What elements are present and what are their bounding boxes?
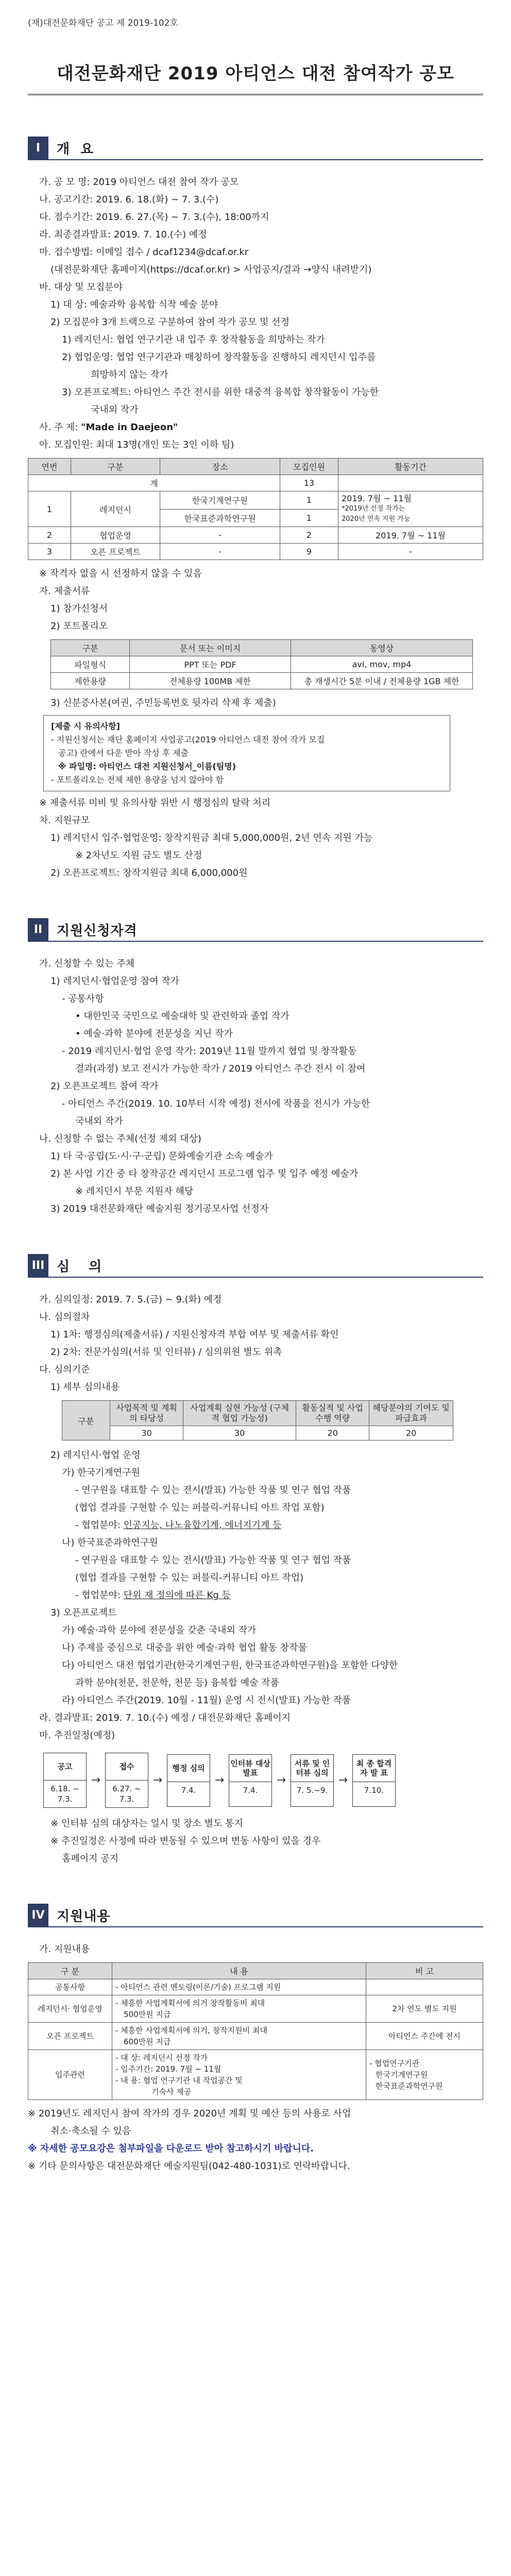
section-number: II <box>28 918 48 941</box>
review-line: 나) 한국표준과학연구원 <box>62 1537 158 1548</box>
footer-line: 취소·축소될 수 있음 <box>50 2126 131 2137</box>
overview-line: 자. 제출서류 <box>39 586 90 597</box>
section-title: 지원내용 <box>57 1908 111 1924</box>
table-cell: 30 <box>183 1426 296 1440</box>
schedule-flow <box>43 1753 483 1808</box>
eligibility-line: 2) 오픈프로젝트 참여 작가 <box>50 1081 159 1092</box>
table-header: 내 용 <box>112 1963 366 1979</box>
section-header-overview <box>28 137 483 160</box>
review-line: 3) 오픈프로젝트 <box>50 1607 117 1618</box>
eligibility-line: - 2019 레지던시·협업 운영 작가: 2019년 11월 말까지 협업 및 창작활동 <box>62 1046 357 1057</box>
field-value: 단위 재 정의에 따른 Kg 등 <box>123 1590 231 1601</box>
notes-line: 공고) 란에서 다운 받아 작성 후 제출 <box>58 748 189 758</box>
section-header-eligibility <box>28 918 483 942</box>
schedule-step <box>167 1754 210 1807</box>
schedule-step <box>352 1754 396 1807</box>
arrow-right-icon: → <box>91 1774 101 1787</box>
table-cell: 협업운영 <box>71 527 160 544</box>
review-line: 가) 예술·과학 분야에 전문성을 갖춘 국내외 작가 <box>62 1625 257 1636</box>
overview-line: 3) 오픈프로젝트: 아티언스 주간 전시를 위한 대중적 융복합 창작활동이 가능한 <box>62 387 379 398</box>
overview-line: 바. 대상 및 모집분야 <box>39 282 123 293</box>
section-number: IV <box>28 1904 48 1926</box>
table-cell <box>112 2023 366 2050</box>
table-header: 구분 <box>51 640 130 656</box>
review-line: - 연구원을 대표할 수 있는 전시(발표) 가능한 작품 및 연구 협업 작품 <box>75 1555 351 1566</box>
table-cell: 입주관련 <box>28 2050 112 2100</box>
arrow-right-icon: → <box>276 1774 286 1787</box>
section-number: I <box>28 137 48 159</box>
table-header: 동영상 <box>291 640 473 656</box>
overview-line: 라. 최종결과발표: 2019. 7. 10.(수) 예정 <box>39 229 207 240</box>
table-cell <box>338 475 483 492</box>
table-cell: - 아티언스 관련 멘토링(이론/기술) 프로그램 지원 <box>112 1979 366 1995</box>
overview-line: ※ 2차년도 지원 금도 별도 산정 <box>75 850 202 861</box>
step-date: 7.10. <box>364 1785 384 1795</box>
table-cell: - <box>160 527 280 544</box>
table-cell: 2 <box>28 527 71 544</box>
table-cell: 오픈 프로젝트 <box>71 544 160 560</box>
schedule-step <box>229 1754 272 1807</box>
review-block-2 <box>28 1447 483 1744</box>
review-line: 1) 1차: 행정심의(제출서류) / 지원신청자격 부합 여부 및 제출서류 확인 <box>50 1329 339 1340</box>
eligibility-line: • 예술·과학 분야에 전문성을 지닌 작가 <box>75 1028 233 1039</box>
eligibility-line: • 대한민국 국민으로 예술대학 및 관련학과 졸업 작가 <box>75 1011 289 1022</box>
eligibility-line: - 아티언스 주간(2019. 10. 10부터 시작 예정) 전시에 작품을 전시가 가능한 <box>62 1098 370 1109</box>
eligibility-line: 1) 타 국·공립(도·시·구·군립) 문화예술기관 소속 예술가 <box>50 1151 273 1162</box>
overview-line: 차. 지원규모 <box>39 815 90 826</box>
eligibility-line: 국내외 작가 <box>75 1116 123 1127</box>
table-cell: - <box>338 544 483 560</box>
page-title: 대전문화재단 2019 아티언스 대전 참여작가 공모 <box>28 59 483 95</box>
notes-line: - 포트폴리오는 전체 제한 용량을 넘지 않아야 함 <box>51 775 224 785</box>
recruit-table <box>28 458 483 560</box>
overview-line: 국내외 작가 <box>91 404 139 415</box>
content-line: 500만원 지급 <box>124 2010 171 2019</box>
table-cell: 2 <box>280 527 338 544</box>
table-cell <box>112 2050 366 2100</box>
overview-line: 2) 오픈프로젝트: 창작지원금 최대 6,000,000원 <box>50 868 248 878</box>
table-cell: 13 <box>280 475 338 492</box>
step-date: 6.27. ~ 7.3. <box>112 1784 141 1804</box>
review-line: (협업 결과를 구현할 수 있는 퍼블릭-커뮤니티 아트 작업 포함) <box>75 1502 325 1513</box>
table-cell: 1 <box>280 509 338 527</box>
review-line: 1) 세부 심의내용 <box>50 1382 120 1393</box>
section-title: 개 요 <box>57 141 97 157</box>
review-line: 라) 아티언스 주간(2019. 10월 - 11월) 운영 시 전시(발표) 가능한 작품 <box>62 1695 351 1706</box>
section-header-review <box>28 1254 483 1278</box>
table-cell: 2차 연도 별도 지원 <box>366 1995 483 2023</box>
review-line <box>28 1587 483 1604</box>
table-cell <box>366 2050 483 2100</box>
table-cell: 1 <box>28 492 71 527</box>
field-label: - 협업분야: <box>75 1590 124 1601</box>
table-header: 비 고 <box>366 1963 483 1979</box>
review-line: 홈페이지 공지 <box>62 1853 119 1864</box>
table-cell: 레지던시 <box>71 492 160 527</box>
theme-label: 사. 주 제: <box>39 422 81 433</box>
eligibility-line: 3) 2019 대전문화재단 예술지원 정기공모사업 선정자 <box>50 1204 269 1214</box>
arrow-right-icon: → <box>214 1774 225 1787</box>
table-cell: 레지던시· 협업운영 <box>28 1995 112 2023</box>
overview-line: 아. 모집인원: 최대 13명(개인 또는 3인 이하 팀) <box>39 439 234 450</box>
step-title: 인터뷰 대상 발표 <box>229 1755 271 1782</box>
eligibility-line: 2) 본 사업 기간 중 타 창작공간 레지던시 프로그램 입주 및 입주 예정 예술가 <box>50 1168 359 1179</box>
note-line: 한국표준과학연구원 <box>376 2081 443 2091</box>
table-cell: PPT 또는 PDF <box>130 656 291 673</box>
table-cell: 아티언스 주간에 전시 <box>366 2023 483 2050</box>
review-line: 나) 주제를 중심으로 대중을 위한 예술·과학 협업 활동 창작물 <box>62 1642 307 1653</box>
table-header: 장소 <box>160 459 280 475</box>
table-cell: 30 <box>110 1426 183 1440</box>
review-line: 다) 아티언스 대전 협업기관(한국기계연구원, 한국표준과학연구원)을 포함한 다양한 <box>62 1660 398 1671</box>
overview-line <box>28 419 483 436</box>
content-line: - 내 용: 협업 연구기관 내 작업공간 및 <box>115 2076 243 2085</box>
theme-value: "Made in Daejeon" <box>81 422 178 433</box>
overview-line: 다. 접수기간: 2019. 6. 27.(목) ~ 7. 3.(수), 18:00까지 <box>39 212 269 223</box>
submission-notes-box <box>43 715 450 791</box>
step-title: 서류 및 인터뷰 심의 <box>291 1755 333 1782</box>
table-cell: 2019. 7월 ~ 11월 <box>338 527 483 544</box>
review-line: ※ 추진일정은 사정에 따라 변동될 수 있으며 변동 사항이 있을 경우 <box>50 1836 321 1846</box>
review-line <box>28 1517 483 1534</box>
table-cell: 1 <box>280 492 338 510</box>
notes-line: ※ 파일명: 아티언스 대전 지원신청서_이름(팀명) <box>58 761 236 771</box>
field-label: - 협업분야: <box>75 1520 124 1531</box>
table-header: 문서 또는 이미지 <box>130 640 291 656</box>
overview-line: 2) 협업운영: 협업 연구기관과 매칭하여 창작활동을 진행하되 레지던시 입주를 <box>62 352 376 363</box>
schedule-step <box>105 1753 148 1808</box>
table-cell <box>366 1979 483 1995</box>
overview-line: (대전문화재단 홈페이지(https://dcaf.or.kr) > 사업공지/결과 →양식 내려받기) <box>50 264 372 275</box>
footer-line: ※ 2019년도 레지던시 참여 작가의 경우 2020년 계획 및 예산 등의 사용로 사업 <box>28 2108 351 2119</box>
overview-line: 2) 모집분야 3개 트랙으로 구분하여 참여 작가 공모 및 선정 <box>50 317 289 328</box>
table-header: 구분 <box>62 1401 110 1440</box>
overview-line: 1) 레지던시 입주·협업운영: 창작지원금 최대 5,000,000원, 2년 연속 지원 가능 <box>50 833 373 843</box>
overview-line: 1) 참가신청서 <box>50 603 108 614</box>
eligibility-line: 1) 레지던시·협업운영 참여 작가 <box>50 976 180 987</box>
table-cell: - <box>160 544 280 560</box>
table-cell: 공통사항 <box>28 1979 112 1995</box>
table-header: 활동실적 및 사업수행 역량 <box>296 1401 369 1426</box>
step-title: 접수 <box>106 1753 148 1781</box>
table-header: 구 분 <box>28 1963 112 1979</box>
table-header: 해당분야의 기여도 및 파급효과 <box>369 1401 453 1426</box>
overview-line: 희망하지 않는 작가 <box>91 369 168 380</box>
overview-line: 가. 공 모 명: 2019 아티언스 대전 참여 작가 공모 <box>39 177 239 188</box>
table-header: 모집인원 <box>280 459 338 475</box>
schedule-step <box>43 1753 87 1808</box>
review-block <box>28 1291 483 1396</box>
period-line: 2019. 7월 ~ 11월 <box>342 494 412 503</box>
content-line: 기숙사 제공 <box>151 2087 192 2096</box>
table-header: 활동기간 <box>338 459 483 475</box>
doc-number: (재)대전문화재단 공고 제 2019-102호 <box>28 18 178 28</box>
eligibility-line: 나. 신청할 수 없는 주체(선정 제외 대상) <box>39 1133 201 1144</box>
support-line: 가. 지원내용 <box>39 1944 90 1955</box>
step-date: 6.18. ~ 7.3. <box>50 1784 79 1804</box>
content-line: 600만원 지급 <box>124 2037 171 2046</box>
footer-notes <box>28 2105 483 2175</box>
review-line: - 연구원을 대표할 수 있는 전시(발표) 가능한 작품 및 연구 협업 작품 <box>75 1485 351 1496</box>
section-header-support <box>28 1904 483 1927</box>
overview-line: 3) 신분증사본(여권, 주민등록번호 뒷자리 삭제 후 제출) <box>50 698 276 708</box>
overview-line: 마. 접수방법: 이메일 접수 / dcaf1234@dcaf.or.kr <box>39 247 249 258</box>
overview-line: 1) 레지던시: 협업 연구기관 내 입주 후 창작활동을 희망하는 작가 <box>62 334 325 345</box>
table-cell: 20 <box>369 1426 453 1440</box>
review-line: 나. 심의절차 <box>39 1312 90 1323</box>
review-line: 마. 추진일정(예정) <box>39 1730 115 1741</box>
arrow-right-icon: → <box>152 1774 163 1787</box>
overview-line: ※ 제출서류 미비 및 유의사항 위반 시 행정심의 탈락 처리 <box>39 798 271 808</box>
table-cell: 제한용량 <box>51 673 130 689</box>
eligibility-line: 가. 신청할 수 있는 주체 <box>39 958 135 969</box>
notes-title: [제출 시 유의사항] <box>51 721 120 731</box>
table-cell: 한국표준과학연구원 <box>160 509 280 527</box>
review-line: ※ 인터뷰 심의 대상자는 일시 및 장소 별도 통지 <box>50 1818 243 1829</box>
schedule-step <box>291 1754 334 1807</box>
review-line: 2) 레지던시·협업 운영 <box>50 1450 141 1461</box>
table-header: 구분 <box>71 459 160 475</box>
review-line: 가. 심의일정: 2019. 7. 5.(금) ~ 9.(화) 예정 <box>39 1294 222 1305</box>
content-line: - 대 상: 레지던시 선정 작가 <box>115 2053 208 2062</box>
review-line: 2) 2차: 전문가심의(서류 및 인터뷰) / 심의위원 별도 위촉 <box>50 1347 282 1358</box>
review-line: 라. 결과발표: 2019. 7. 10.(수) 예정 / 대전문화재단 홈페이지 <box>39 1713 291 1723</box>
overview-line: 2) 포트폴리오 <box>50 621 108 632</box>
table-header: 사업계획 실현 가능성 (구체적 협업 가능성) <box>183 1401 296 1426</box>
section-title: 지원신청자격 <box>57 923 138 939</box>
table-cell: 9 <box>280 544 338 560</box>
step-title: 최 종 합격자 발 표 <box>353 1755 395 1782</box>
overview-line: 나. 공고기간: 2019. 6. 18.(화) ~ 7. 3.(수) <box>39 194 219 205</box>
field-value: 인공지능, 나노융합기계, 에너지기계 등 <box>123 1520 282 1531</box>
section-number: III <box>28 1254 48 1277</box>
table-cell: 계 <box>28 475 280 492</box>
table-cell: 20 <box>296 1426 369 1440</box>
step-date: 7.4. <box>243 1785 258 1795</box>
table-cell: 3 <box>28 544 71 560</box>
table-cell <box>338 492 483 527</box>
period-note: 2020년 연속 지원 가능 <box>342 515 411 523</box>
criteria-table <box>62 1400 453 1440</box>
content-line: - 체흥한 사업계획서에 의거 창작활동비 최대 <box>115 1998 265 2008</box>
notes-line: - 지원신청서는 재단 홈페이지 사업공고(2019 아티언스 대전 참여 작가 모집 <box>51 735 325 744</box>
eligibility-line: 결과(과정) 보고 전시가 가능한 작가 / 2019 아티언스 주간 전시 이 참여 <box>75 1063 366 1074</box>
arrow-right-icon: → <box>338 1774 348 1787</box>
overview-block <box>28 174 483 454</box>
review-line: 다. 심의기준 <box>39 1364 90 1375</box>
table-cell: 전체용량 100MB 제한 <box>130 673 291 689</box>
footer-line: ※ 기타 문의사항은 대전문화재단 예술지원팀(042-480-1031)로 연락바랍니다. <box>28 2161 350 2172</box>
table-cell <box>112 1995 366 2023</box>
step-date: 7. 5.~9. <box>296 1785 328 1795</box>
table-cell: 한국기계연구원 <box>160 492 280 510</box>
table-header: 연번 <box>28 459 71 475</box>
table-cell: avi, mov, mp4 <box>291 656 473 673</box>
period-note: *2019년 선정 작가는 <box>342 505 405 513</box>
eligibility-block <box>28 955 483 1218</box>
step-date: 7.4. <box>181 1785 196 1795</box>
content-line: - 입주기간: 2019. 7월 ~ 11월 <box>115 2064 222 2074</box>
overview-line: ※ 작격자 없을 시 선정하지 않을 수 있음 <box>39 568 202 579</box>
overview-line: 1) 대 상: 예술과학 융복합 식작 예술 분야 <box>50 299 218 310</box>
review-line: 가) 한국기계연구원 <box>62 1467 140 1478</box>
eligibility-line: ※ 레지던시 부문 지원자 해당 <box>75 1186 194 1197</box>
review-line: (협업 결과를 구현할 수 있는 퍼블릭-커뮤니티 아트 작업) <box>75 1572 304 1583</box>
table-cell: 파일형식 <box>51 656 130 673</box>
step-title: 공고 <box>44 1753 86 1781</box>
review-line: 과학 분야(천문, 천문학, 천문 등) 융복합 예술 작품 <box>75 1677 279 1688</box>
note-line: - 협업연구기관 <box>369 2059 420 2068</box>
step-title: 행정 심의 <box>167 1755 210 1782</box>
section-title: 심 의 <box>57 1259 109 1275</box>
table-header: 사업목적 및 계획의 타당성 <box>110 1401 183 1426</box>
content-line: - 체흥한 사업계획서에 의거, 창작지원비 최대 <box>115 2026 267 2035</box>
support-table <box>28 1962 483 2100</box>
eligibility-line: - 공통사항 <box>62 993 104 1004</box>
table-cell: 총 재생시간 5분 이내 / 전체용량 1GB 제한 <box>291 673 473 689</box>
note-line: 한국기계연구원 <box>376 2070 428 2079</box>
portfolio-table <box>50 639 473 689</box>
table-cell: 오픈 프로젝트 <box>28 2023 112 2050</box>
footer-line: ※ 자세한 공모요강은 첨부파일을 다운로드 받아 참고하시기 바랍니다. <box>28 2143 314 2154</box>
